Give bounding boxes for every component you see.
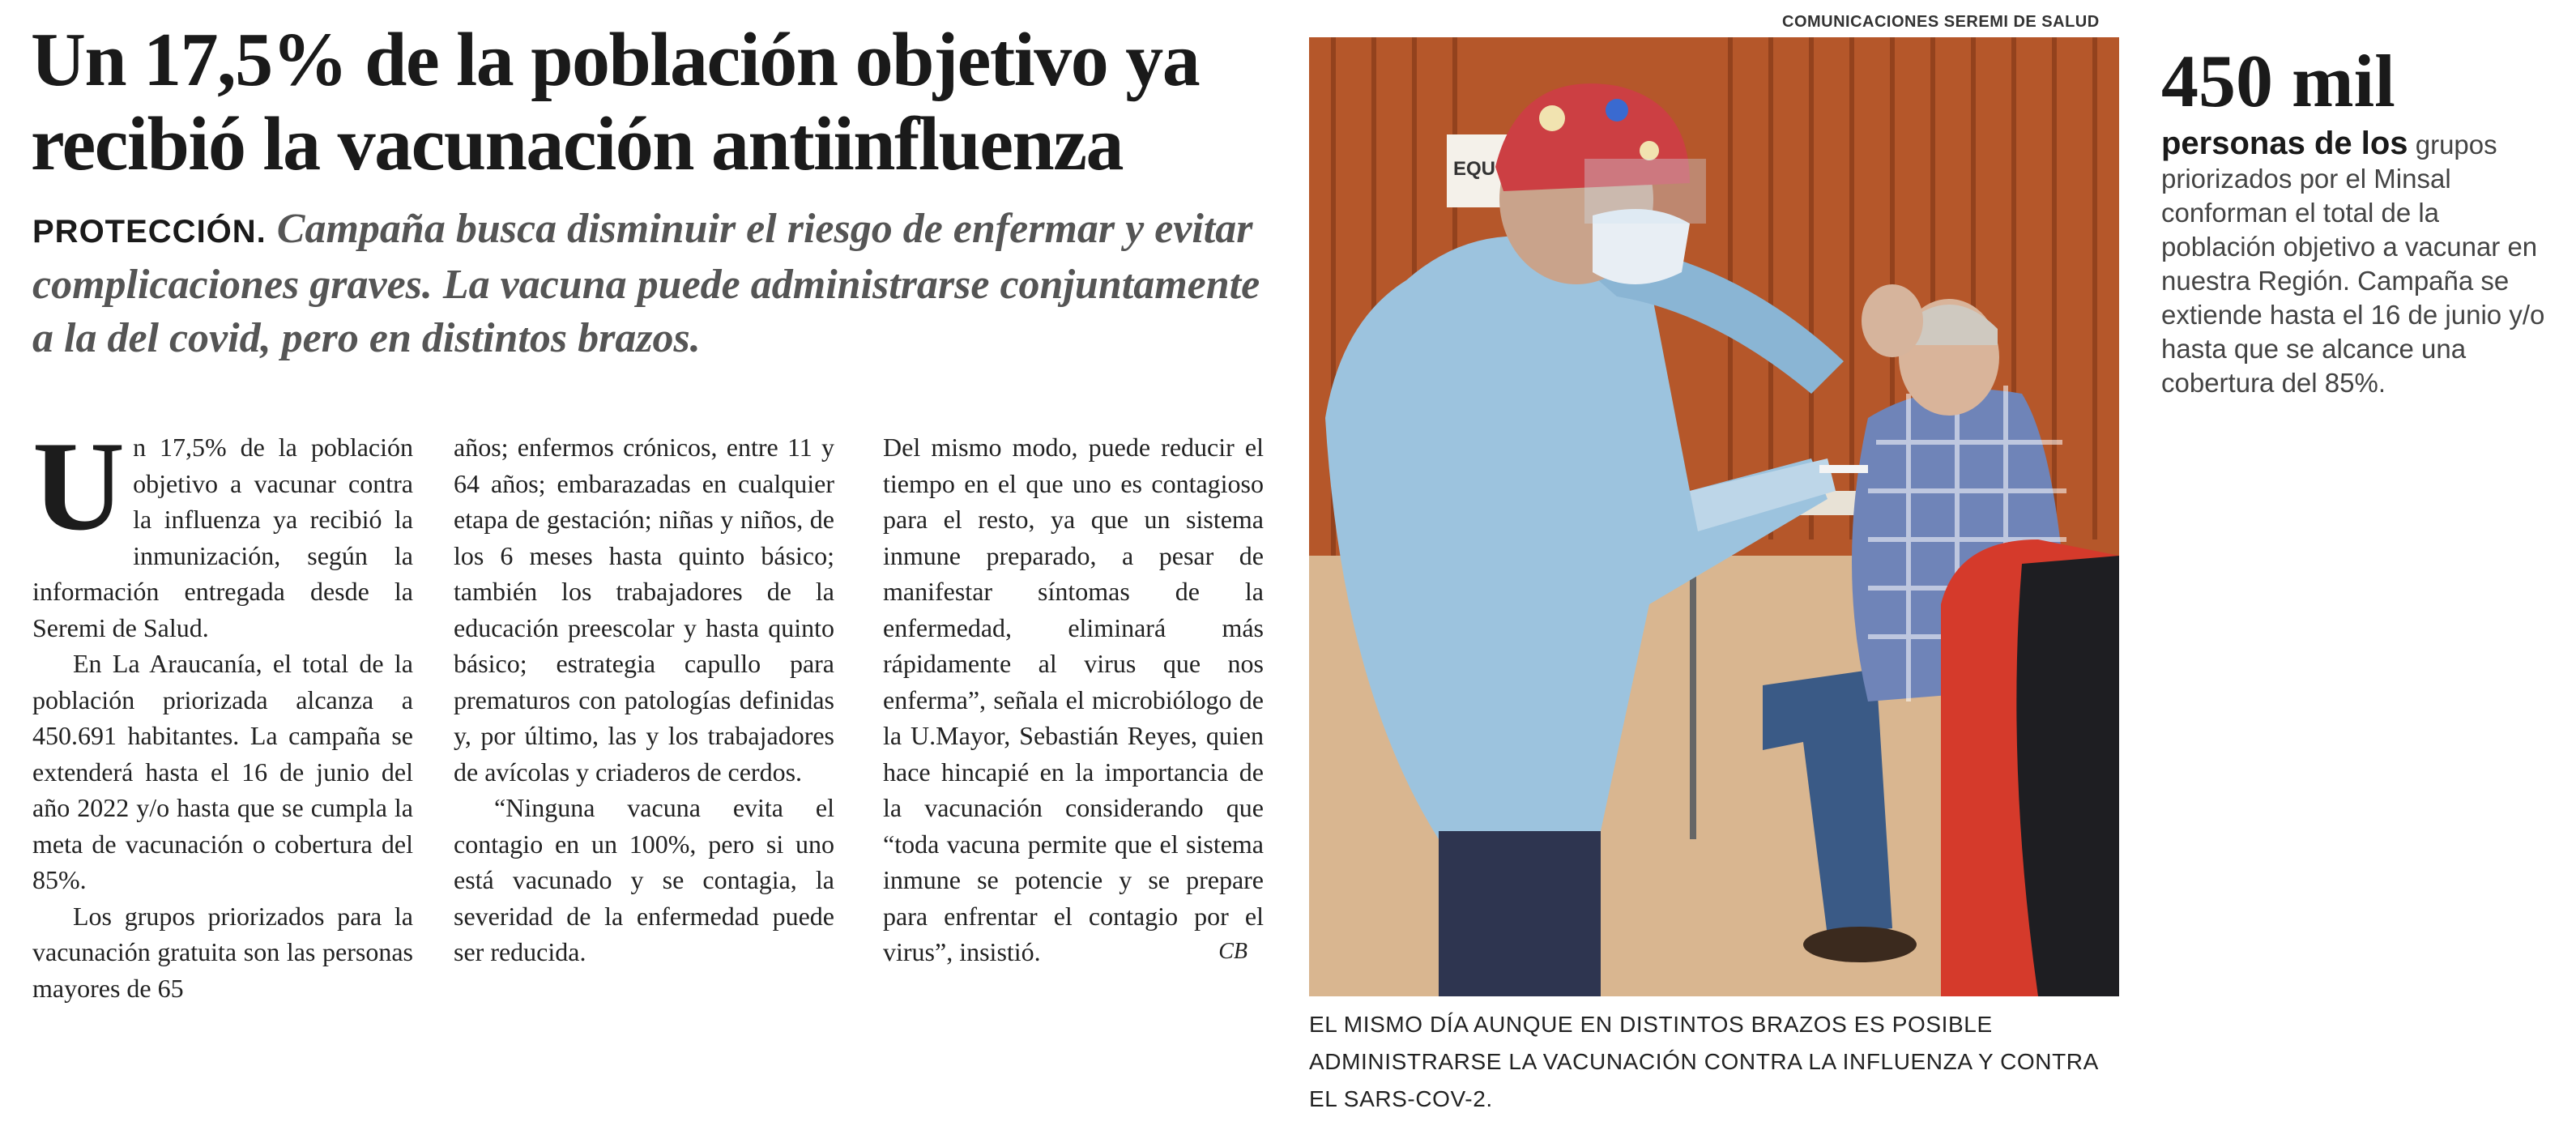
- sidebar-fact-box: [2161, 41, 2550, 400]
- deck: [32, 203, 1280, 365]
- headline: Un 17,5% de la población objetivo ya recibió la vacunación antiinfluenza: [31, 18, 1200, 186]
- paragraph-6-text: Del mismo modo, puede reducir el tiempo en el que uno es contagioso para el resto, ya que un sistema inmune preparado, a pesar de manifestar síntomas de la enfermedad, eliminará más rápidamente al virus que nos enferma”, señala el microbiólogo de la U.Mayor, Sebastián Reyes, quien hace hincapié en la importancia de la vacunación considerando que “toda vacuna permite que el sistema inmune se potencie y se prepare para enfrentar el contagio por el virus”, insistió.: [883, 433, 1264, 966]
- vaccination-photo: [1309, 37, 2119, 996]
- article-column-1: [32, 416, 413, 1006]
- end-mark: CB: [1218, 939, 1247, 964]
- paragraph-1-text: n 17,5% de la población objetivo a vacunar contra la influenza ya recibió la inmunización, según la información entregada desde la Seremi de Salud.: [32, 433, 413, 642]
- fact-body: grupos priorizados por el Minsal conforman el total de la población objetivo a vacunar en nuestra Región. Campaña se extiende hasta el 16 de junio y/o hasta que se alcance una cobertura del 85%.: [2161, 130, 2545, 398]
- paragraph-6: [883, 429, 1264, 970]
- paragraph-3: Los grupos priorizados para la vacunación gratuita son las personas mayores de 65: [32, 901, 413, 1003]
- article-column-2: [454, 429, 834, 970]
- drop-cap: U: [32, 416, 126, 557]
- syringe: [1819, 465, 1868, 473]
- photo-credit: COMUNICACIONES SEREMI DE SALUD: [1782, 13, 2100, 31]
- kicker: PROTECCIÓN.: [32, 214, 267, 249]
- photo-caption: EL MISMO DÍA AUNQUE EN DISTINTOS BRAZOS ES POSIBLE ADMINISTRARSE LA VACUNACIÓN CONTRA LA INFLUENZA Y CONTRA EL SARS-COV-2.: [1309, 1012, 2098, 1111]
- deck-text: Campaña busca disminuir el riesgo de enfermar y evitar complicaciones graves. La vacuna puede administrarse conjuntamente a la del covid, pero en distintos brazos.: [32, 206, 1260, 361]
- fact-text: [2161, 126, 2550, 400]
- fact-figure: 450 mil: [2161, 40, 2395, 122]
- paragraph-1: [32, 416, 413, 646]
- fact-lead: personas de los: [2161, 126, 2408, 161]
- paragraph-2: En La Araucanía, el total de la población priorizada alcanza a 450.691 habitantes. La campaña se extenderá hasta el 16 de junio del año 2022 y/o hasta que se cumpla la meta de vacunación o cobertura del 85%.: [32, 649, 413, 894]
- paragraph-4: años; enfermos crónicos, entre 11 y 64 años; embarazadas en cualquier etapa de gestación; niñas y niños, de los 6 meses hasta quinto básico; también los trabajadores de la educación preescolar y hasta quinto básico; estrategia capullo para prematuros con patologías definidas y, por último, las y los trabajadores de avícolas y criaderos de cerdos.: [454, 433, 834, 787]
- sign-text: EQU: [1453, 158, 1496, 180]
- paragraph-5: “Ninguna vacuna evita el contagio en un 100%, pero si uno está vacunado y se contagia, la severidad de la enfermedad puede ser reducida.: [454, 793, 834, 966]
- article-column-3: [883, 429, 1264, 970]
